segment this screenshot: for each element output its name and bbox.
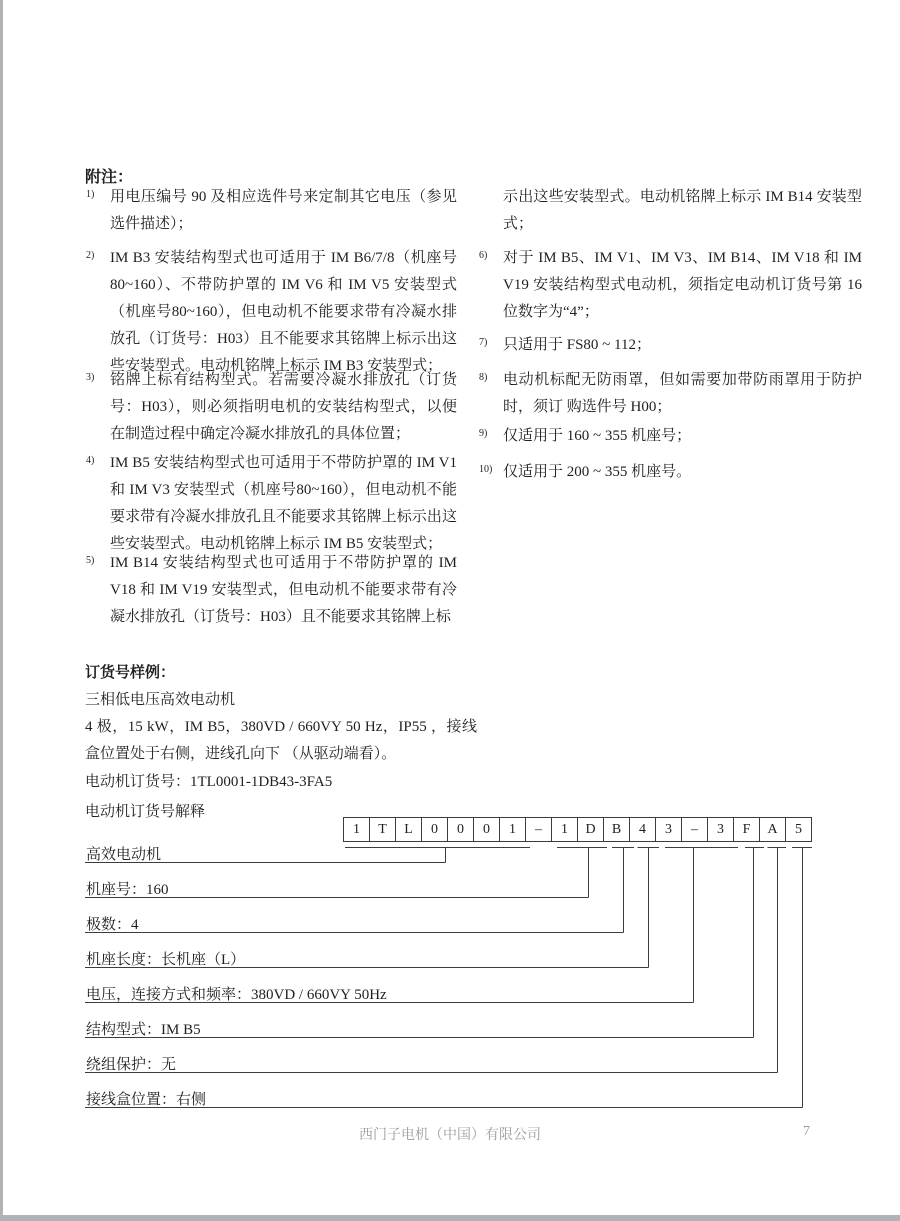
footnote-8-marker: 8) <box>479 372 488 383</box>
footnote-3-text: 铭牌上标有结构型式。若需要冷凝水排放孔（订货号：H03），则必须指明电机的安装结构型式，以便在制造过程中确定冷凝水排放孔的具体位置； <box>110 372 457 442</box>
footnote-9-text: 仅适用于 160 ~ 355 机座号； <box>503 428 692 444</box>
order-code-box: 4 <box>629 817 656 842</box>
footnote-5-marker: 5) <box>86 555 95 566</box>
order-code-box: 3 <box>707 817 734 842</box>
footnote-7 <box>478 332 862 359</box>
diagram-label-mounting-type: 结构型式：IM B5 <box>86 1022 201 1038</box>
order-example-line1: 三相低电压高效电动机 <box>85 692 236 708</box>
footnote-6 <box>478 245 862 326</box>
footnote-5-text: IM B14 安装结构型式也可适用于不带防护罩的 IM V18 和 IM V19 安装型式，但电动机不能要求带有冷凝水排放孔（订货号：H03）且不能要求其铭牌上标 <box>110 555 457 625</box>
footnote-6-marker: 6) <box>479 250 488 261</box>
order-code-box: T <box>369 817 396 842</box>
footnote-3-marker: 3) <box>86 372 95 383</box>
footnote-4-marker: 4) <box>86 455 95 466</box>
order-code-box: 1 <box>499 817 526 842</box>
order-code-box: 1 <box>551 817 578 842</box>
footnote-2-marker: 2) <box>86 250 95 261</box>
diagram-label-series: 高效电动机 <box>86 847 162 863</box>
footnote-3 <box>85 367 457 448</box>
footnote-1 <box>85 184 457 238</box>
footnote-2-text: IM B3 安装结构型式也可适用于 IM B6/7/8（机座号 80~160）、不带防护罩的 IM V6 和 IM V5 安装型式（机座号80~160），但电动机不能要求带有冷凝水排放孔（订货号：H03）且不能要求其铭牌上标示出这些安装型式。电动机铭牌上标示 IM B3 安装型式； <box>110 250 457 374</box>
order-code-box: 0 <box>447 817 474 842</box>
order-code-box-dash: – <box>525 817 552 842</box>
order-example-heading: 订货号样例： <box>85 665 176 681</box>
footnote-9 <box>478 423 862 450</box>
footnote-5 <box>85 550 457 631</box>
order-example-order-number: 电动机订货号：1TL0001-1DB43-3FA5 <box>85 774 333 790</box>
order-code-box: 1 <box>343 817 370 842</box>
order-code-box: 0 <box>421 817 448 842</box>
order-code-box: 0 <box>473 817 500 842</box>
page-bottom-edge <box>0 1215 900 1221</box>
order-code-box-dash: – <box>681 817 708 842</box>
footnote-8 <box>478 367 862 421</box>
order-code-box: D <box>577 817 604 842</box>
footnote-6-text: 对于 IM B5、IM V1、IM V3、IM B14、IM V18 和 IM V19 安装结构型式电动机，须指定电动机订货号第 16 位数字为“4”； <box>503 250 862 320</box>
order-code-box-row <box>343 817 812 842</box>
footnote-9-marker: 9) <box>479 428 488 439</box>
footnote-8-text: 电动机标配无防雨罩，但如需要加带防雨罩用于防护时，须订 购选件号 H00； <box>503 372 862 415</box>
footnote-7-text: 只适用于 FS80 ~ 112； <box>503 337 651 353</box>
order-code-box: L <box>395 817 422 842</box>
order-code-box: A <box>759 817 786 842</box>
footnote-10-text: 仅适用于 200 ~ 355 机座号。 <box>503 464 692 480</box>
diagram-label-poles: 极数：4 <box>86 917 139 933</box>
diagram-label-winding-protection: 绕组保护：无 <box>86 1057 177 1073</box>
order-code-box: B <box>603 817 630 842</box>
order-example-line2: 4 极，15 kW，IM B5，380VD / 660VY 50 Hz，IP55 ，接线盒位置处于右侧，进线孔向下 （从驱动端看）。 <box>85 719 477 762</box>
footnote-10-marker: 10) <box>479 464 493 475</box>
footnote-5-continuation <box>478 184 862 238</box>
footnote-7-marker: 7) <box>479 337 488 348</box>
notes-heading: 附注： <box>85 169 134 186</box>
footnote-2 <box>85 245 457 380</box>
footnote-1-marker: 1) <box>86 189 95 200</box>
diagram-label-frame-size: 机座号：160 <box>86 882 169 898</box>
order-code-box: 5 <box>785 817 812 842</box>
footnote-4 <box>85 450 457 558</box>
order-example-line4: 电动机订货号解释 <box>85 804 206 820</box>
order-code-box: 3 <box>655 817 682 842</box>
diagram-label-frame-length: 机座长度：长机座（L） <box>86 952 246 968</box>
diagram-label-voltage: 电压，连接方式和频率：380VD / 660VY 50Hz <box>86 987 387 1003</box>
page-left-edge <box>0 0 3 1221</box>
page-number: 7 <box>803 1124 810 1139</box>
diagram-label-terminal-box: 接线盒位置：右侧 <box>86 1092 207 1108</box>
footnote-4-text: IM B5 安装结构型式也可适用于不带防护罩的 IM V1 和 IM V3 安装型式（机座号80~160），但电动机不能要求带有冷凝水排放孔且不能要求其铭牌上标示出这些安装型式。电动机铭牌上标示 IM B5 安装型式； <box>110 455 457 552</box>
footnote-1-text: 用电压编号 90 及相应选件号来定制其它电压（参见选件描述）； <box>110 189 457 232</box>
footer-company-name: 西门子电机（中国）有限公司 <box>359 1128 541 1143</box>
footnote-5-continuation-text: 示出这些安装型式。电动机铭牌上标示 IM B14 安装型式； <box>503 189 862 232</box>
footnote-10 <box>478 459 862 486</box>
order-code-box: F <box>733 817 760 842</box>
